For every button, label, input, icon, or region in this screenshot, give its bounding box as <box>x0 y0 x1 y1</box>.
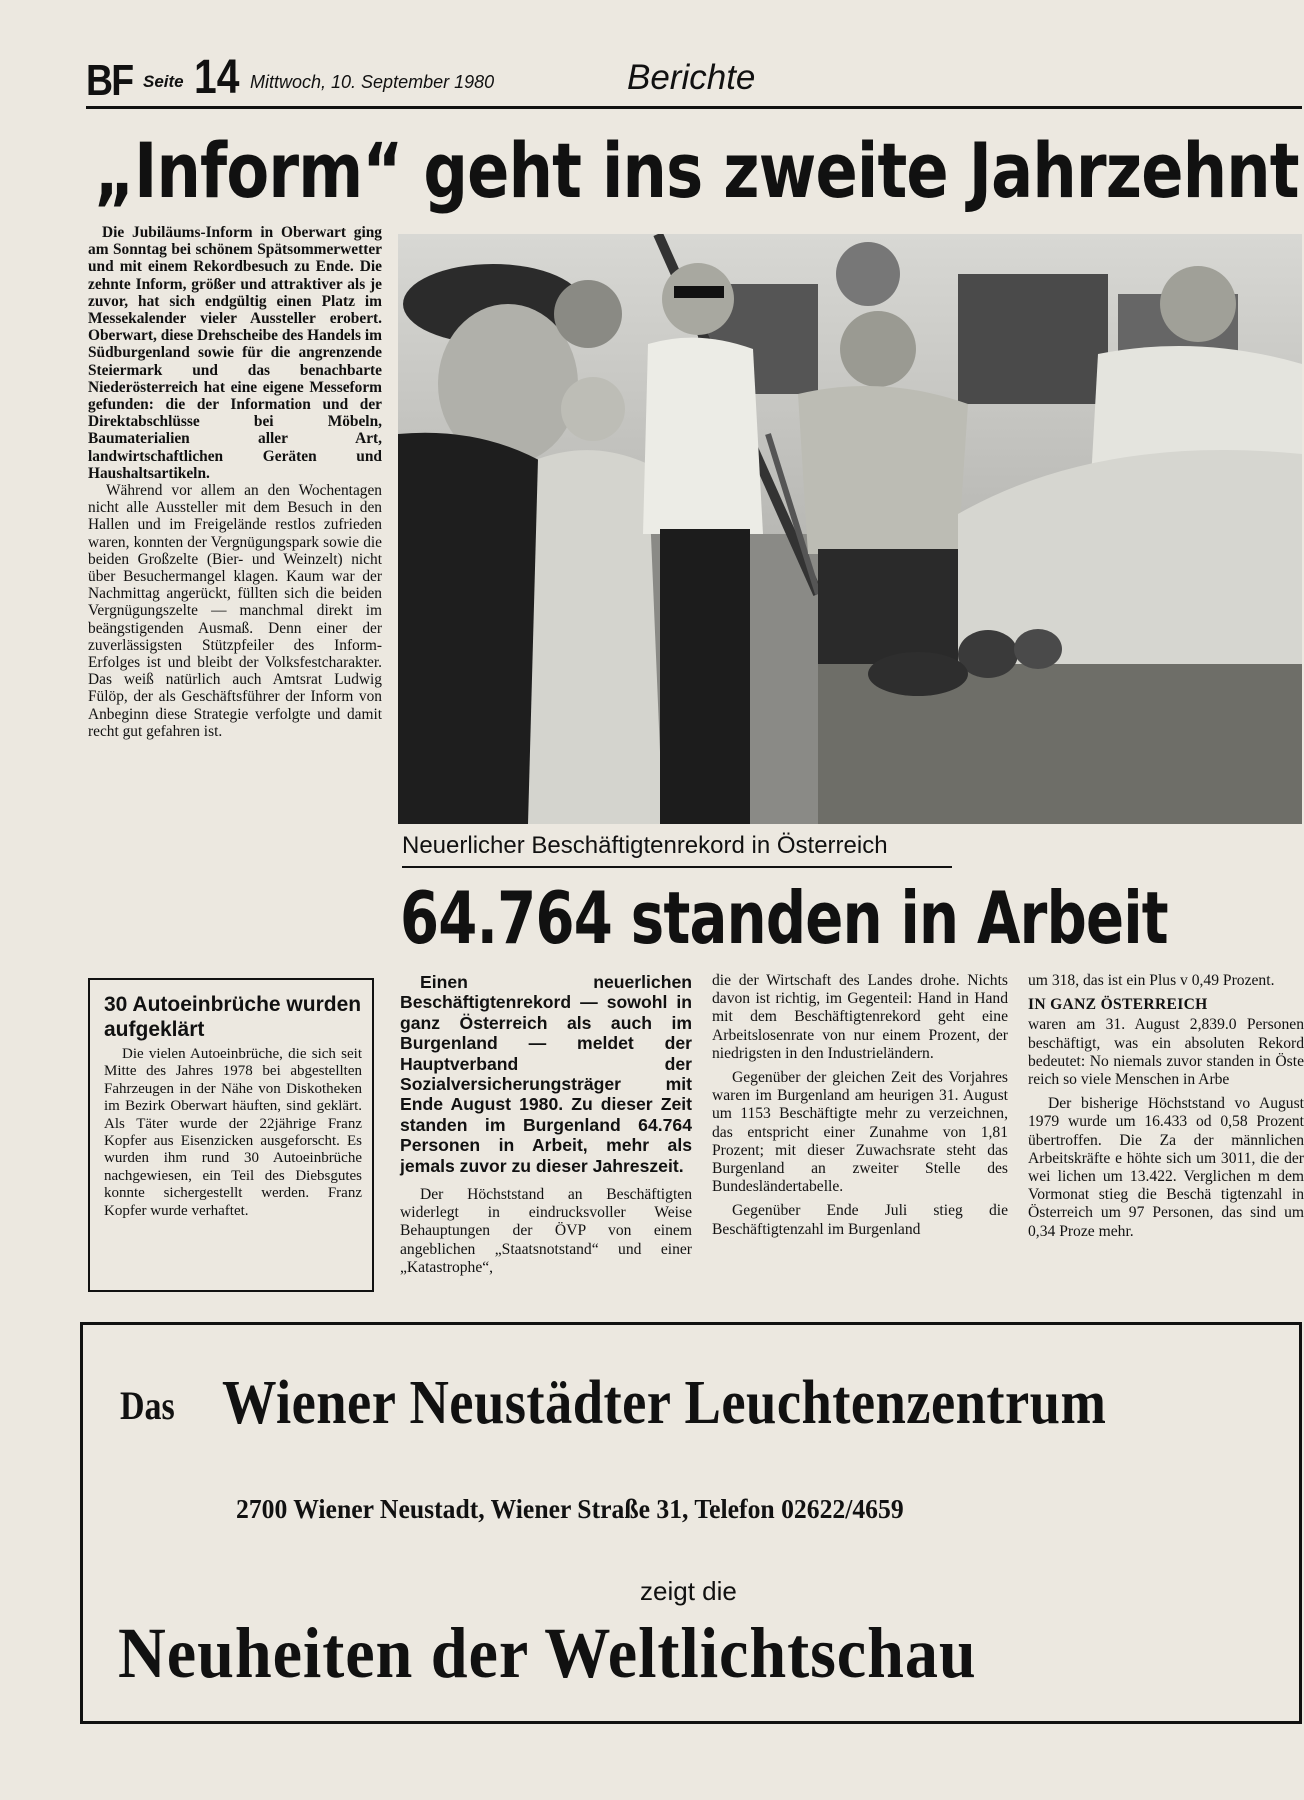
sidebox-text: Die vielen Autoeinbrüche, die sich seit Mitte des Jahres 1978 bei abgestellten Fahrzeugen in der Nähe von Diskotheken im Bezirk Oberwart häuften, sind geklärt. Als Täter wurde der 22jährige Franz Kopfer aus Eisenzicken ausgeforscht. Es wurden ihm rund 30 Autoeinbrüche nachgewiesen, ein Teil des Diebsgutes konnte sichergestellt werden. Franz Kopfer wurde verhaftet. <box>104 1046 362 1219</box>
article2-column-1 <box>400 972 692 1283</box>
article2-lead: Einen neuerlichen Beschäftigtenrekord — sowohl in ganz Österreich als auch im Burgenland — meldet der Hauptverband der Sozialversicherungsträger mit Ende August 1980. Zu dieser Zeit standen im Burgenland 64.764 Personen in Arbeit, mehr als jemals zuvor zu dieser Jahreszeit. <box>400 972 692 1176</box>
article2-paragraph: Der bisherige Höchststand vo August 1979 wurde um 16.433 od 0,58 Prozent übertroffen. Die Za der männlichen Arbeitskräfte e höhte sich um 3011, die der wei lichen um 13.422. Verglichen m dem Vormonat stieg die Beschä tigtenzahl in Österreich um 97 Personen, das sind um 0,34 Proze mehr. <box>1028 1095 1304 1240</box>
issue-date: Mittwoch, 10. September 1980 <box>250 72 495 92</box>
article1-paragraph: Während vor allem an den Wochentagen nicht alle Aussteller mit dem Besuch in den Hallen und im Freigelände restlos zufrieden waren, konnten der Vergnügungspark sowie die beiden Großzelte (Bier- und Weinzelt) nicht über Besuchermangel klagen. Kaum war der Nachmittag angerückt, füllten sich die beiden Vergnügungszelte — manchmal direkt im beängstigenden Ausmaß. Denn einer der zuverlässigsten Stützpfeiler des Inform-Erfolges ist und bleibt der Volksfestcharakter. Das weiß natürlich auch Amtsrat Ludwig Fülöp, der als Geschäftsführer der Inform von Anbeginn diese Strategie verfolgte und damit recht gut gefahren ist. <box>88 482 382 740</box>
article2-paragraph: Gegenüber der gleichen Zeit des Vorjahres waren im Burgenland am heurigen 31. August um 1153 Beschäftigte mehr zu verzeichnen, das entspricht einer Zunahme von 1,81 Prozent; mit dieser Zuwachsrate steht das Burgenland an zweiter Stelle des Bundesländertabelle. <box>712 1069 1008 1196</box>
kicker-rule <box>402 866 952 868</box>
photo-illustration <box>398 234 1302 824</box>
article1-body <box>88 224 382 740</box>
article2-paragraph: die der Wirtschaft des Landes drohe. Nichts davon ist richtig, im Gegenteil: Hand in Hand mit dem Beschäftigtenrekord geht eine Arbeitslosenrate von nur einem Prozent, der niedrigsten in den Industrieländern. <box>712 972 1008 1062</box>
page-number: 14 <box>194 51 240 104</box>
article2-column-2 <box>712 972 1008 1245</box>
article2-paragraph: um 318, das ist ein Plus v 0,49 Prozent. <box>1028 972 1275 989</box>
article2-paragraph: Der Höchststand an Beschäftigten widerlegt in eindrucksvoller Weise Behauptungen der ÖVP von einem angeblichen „Staatsnotstand“ und einer „Katastrophe“, <box>400 1186 692 1276</box>
article2-column-3 <box>1028 972 1304 1247</box>
newspaper-logo: BF <box>86 56 133 105</box>
sidebox <box>88 978 374 1292</box>
seite-label: Seite <box>143 72 184 91</box>
article1-paragraph: Die Jubiläums-Inform in Oberwart ging am Sonntag bei schönem Spätsommerwetter und mit einem Rekordbesuch zu Ende. Die zehnte Inform, größer und attraktiver als je zuvor, hat sich endgültig einen Platz im Messekalender vieler Aussteller erobert. Oberwart, diese Drehscheibe des Handels im Südburgenland sowie für die angrenzende Steiermark und das benachbarte Niederösterreich hat eine eigene Messeform gefunden: die der Information und der Direktabschlüsse bei Möbeln, Baumaterialien aller Art, landwirtschaftlichen Geräten und Haushaltsartikeln. <box>88 224 382 482</box>
ad-address: 2700 Wiener Neustadt, Wiener Straße 31, Telefon 02622/4659 <box>236 1494 904 1524</box>
article2-paragraph: waren am 31. August 2,839.0 Personen beschäftigt, was ein absoluten Rekord bedeutet: No niemals zuvor standen in Öste reich so viele Menschen in Arbe <box>1028 1016 1304 1089</box>
masthead-rule <box>86 106 1302 109</box>
article1-headline: „Inform“ geht ins zweite Jahrzehnt <box>94 126 1299 215</box>
article2-kicker: Neuerlicher Beschäftigtenrekord in Österreich <box>402 832 888 859</box>
ad-zeigt-die: zeigt die <box>640 1576 737 1606</box>
ad-slogan: Neuheiten der Weltlichtschau <box>118 1613 977 1693</box>
article2-paragraph: Gegenüber Ende Juli stieg die Beschäftigtenzahl im Burgenland <box>712 1202 1008 1238</box>
news-photo <box>398 234 1302 824</box>
sidebox-headline: 30 Autoeinbrüche wurden aufgeklärt <box>104 993 362 1041</box>
ad-company-name: Wiener Neustädter Leuchtenzentrum <box>222 1369 1107 1437</box>
section-title: Berichte <box>627 58 756 97</box>
ad-das: Das <box>120 1383 175 1428</box>
article2-headline: 64.764 standen in Arbeit <box>400 876 1168 960</box>
article2-subhead: IN GANZ ÖSTERREICH <box>1028 996 1208 1014</box>
